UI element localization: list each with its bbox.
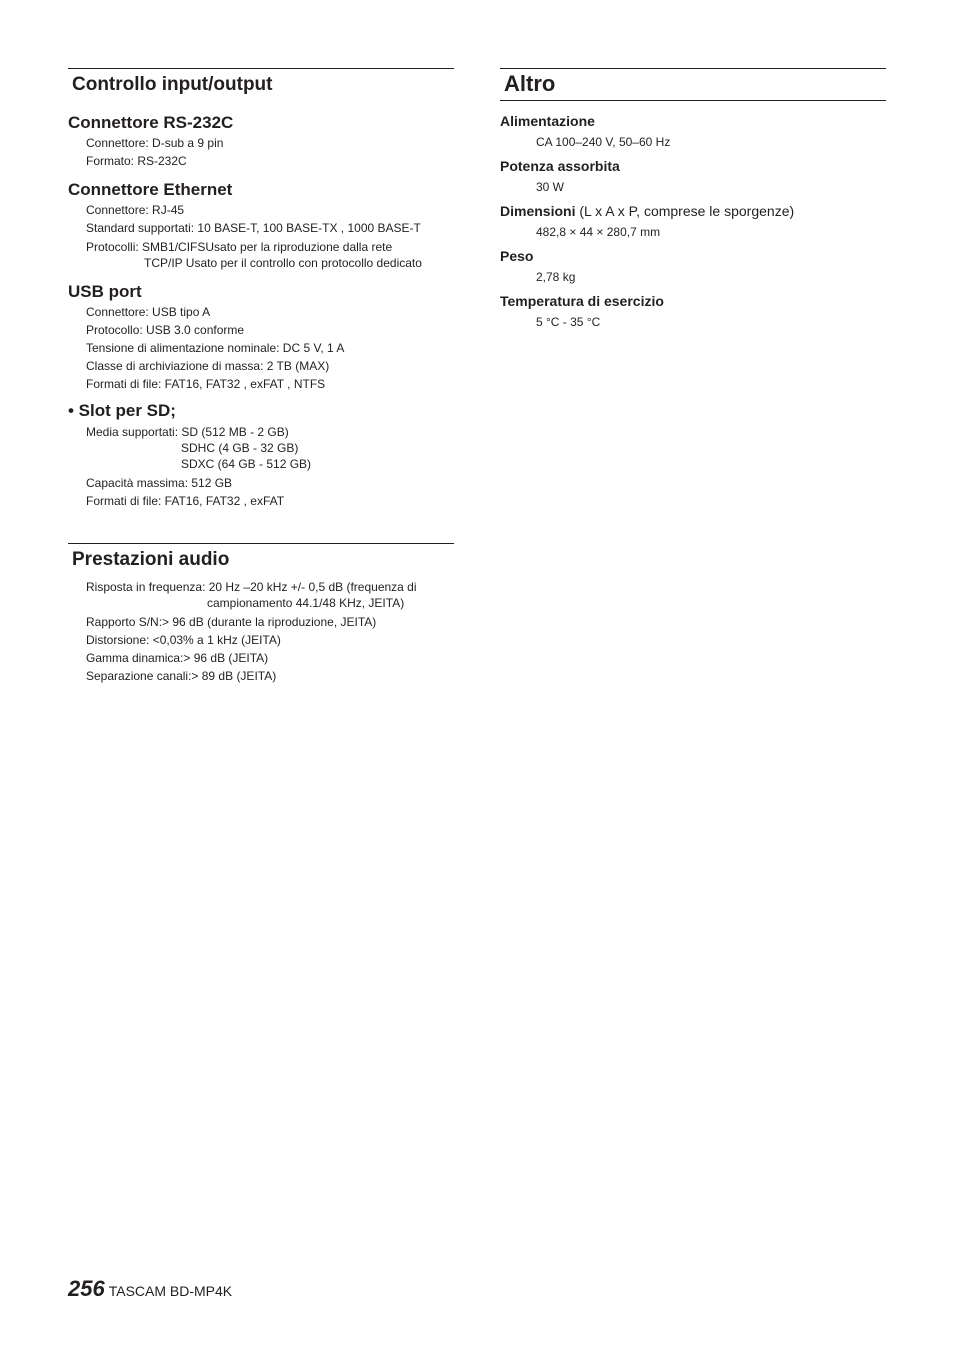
freq-line-2: campionamento 44.1/48 KHz, JEITA) xyxy=(207,596,405,610)
protocols-label: Protocolli: SMB1/CIFS xyxy=(86,240,206,254)
sd-media-sd: SD (512 MB - 2 GB) xyxy=(181,425,289,439)
power-value: CA 100–240 V, 50–60 Hz xyxy=(536,135,671,149)
io-section-title: Controllo input/output xyxy=(68,68,454,98)
power-label: Alimentazione xyxy=(500,113,595,129)
page-footer xyxy=(68,1276,232,1302)
left-column xyxy=(68,68,454,685)
audio-snr: Rapporto S/N:> 96 dB (durante la riproduzione, JEITA) xyxy=(86,615,377,629)
usb-voltage: Tensione di alimentazione nominale: DC 5 V, 1 A xyxy=(86,341,345,355)
audio-section-title: Prestazioni audio xyxy=(68,543,454,573)
sd-media xyxy=(68,422,454,472)
rs232-connector: Connettore: D-sub a 9 pin xyxy=(86,136,224,150)
ethernet-standards: Standard supportati: 10 BASE-T, 100 BASE-TX , 1000 BASE-T xyxy=(86,221,421,235)
product-name: TASCAM BD-MP4K xyxy=(108,1283,233,1299)
protocols-smb-desc: Usato per la riproduzione dalla rete xyxy=(205,240,393,254)
sd-media-sdxc: SDXC (64 GB - 512 GB) xyxy=(181,457,312,471)
usb-protocol: Protocollo: USB 3.0 conforme xyxy=(86,323,245,337)
sd-title: • Slot per SD; xyxy=(68,401,176,420)
sd-file-formats: Formati di file: FAT16, FAT32 , exFAT xyxy=(86,494,285,508)
weight-value: 2,78 kg xyxy=(536,270,576,284)
rs232-title: Connettore RS-232C xyxy=(68,113,234,132)
temperature-label: Temperatura di esercizio xyxy=(500,293,664,309)
freq-line-1: Risposta in frequenza: 20 Hz –20 kHz +/- 0,5 dB (frequenza di xyxy=(86,580,417,594)
audio-frequency-response xyxy=(68,579,454,611)
audio-dynamic-range: Gamma dinamica:> 96 dB (JEITA) xyxy=(86,651,269,665)
audio-distortion: Distorsione: <0,03% a 1 kHz (JEITA) xyxy=(86,633,281,647)
dimensions-heading xyxy=(500,202,886,220)
consumption-value: 30 W xyxy=(536,180,565,194)
sd-media-sdhc: SDHC (4 GB - 32 GB) xyxy=(181,441,299,455)
page-number: 256 xyxy=(68,1276,105,1301)
audio-channel-separation: Separazione canali:> 89 dB (JEITA) xyxy=(86,669,277,683)
dimensions-label: Dimensioni xyxy=(500,203,576,219)
sd-media-label: Media supportati: xyxy=(86,425,179,439)
dimensions-value: 482,8 × 44 × 280,7 mm xyxy=(536,225,661,239)
usb-storage-class: Classe di archiviazione di massa: 2 TB (MAX) xyxy=(86,359,330,373)
protocols-tcpip: TCP/IP Usato per il controllo con protocollo dedicato xyxy=(144,256,422,270)
dimensions-note: (L x A x P, comprese le sporgenze) xyxy=(575,203,795,219)
ethernet-connector: Connettore: RJ-45 xyxy=(86,203,185,217)
ethernet-protocols xyxy=(68,237,454,271)
weight-label: Peso xyxy=(500,248,534,264)
sd-capacity: Capacità massima: 512 GB xyxy=(86,476,233,490)
right-column xyxy=(500,68,886,330)
altro-section-title: Altro xyxy=(500,68,886,101)
usb-file-formats: Formati di file: FAT16, FAT32 , exFAT , NTFS xyxy=(86,377,326,391)
consumption-label: Potenza assorbita xyxy=(500,158,620,174)
rs232-format: Formato: RS-232C xyxy=(86,154,187,168)
temperature-value: 5 °C - 35 °C xyxy=(536,315,601,329)
ethernet-title: Connettore Ethernet xyxy=(68,180,233,199)
usb-title: USB port xyxy=(68,282,142,301)
usb-connector: Connettore: USB tipo A xyxy=(86,305,211,319)
